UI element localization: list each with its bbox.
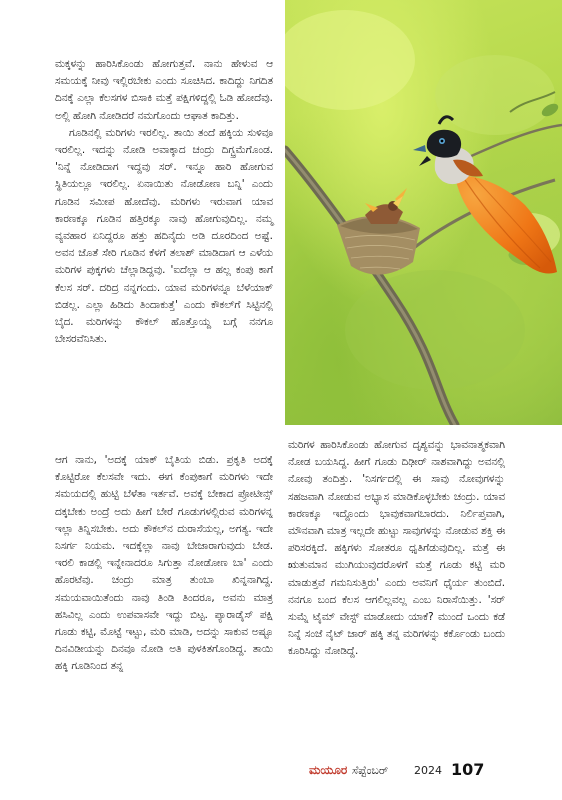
magazine-logo: ಮಯೂರ	[309, 763, 348, 777]
paragraph: ಗೂಡಿನಲ್ಲಿ ಮರಿಗಳು ಇರಲಿಲ್ಲ. ತಾಯಿ ತಂದೆ ಹಕ್ಕಿಯ ಸುಳಿವೂ ಇರಲಿಲ್ಲ. ಇದನ್ನು ನೋಡಿ ಅವಾಕ್ಕಾದ ಚಂದ್ರು ದಿಗ್ಭ್ರಮೆಗೊಂಡ. 'ನಿನ್ನೆ ನೋಡಿದಾಗ ಇದ್ದವು ಸರ್. ಇನ್ನೂ ಹಾರಿ ಹೋಗುವ ಸ್ಥಿತಿಯಲ್ಲೂ ಇರಲಿಲ್ಲ. ಏನಾಯಿತು ನೋಡೋಣ ಬನ್ನಿ' ಎಂದು ಗೂಡಿನ ಸಮೀಪ ಹೋದೆವು. ಮರಿಗಳು ಇರುವಾಗ ಯಾವ ಕಾರಣಕ್ಕೂ ಗೂಡಿನ ಹತ್ತಿರಕ್ಕೂ ನಾವು ಹೋಗುವುದಿಲ್ಲ. ನಮ್ಮ ವ್ಯವಹಾರ ಏನಿದ್ದರೂ ಹತ್ತು ಹದಿನೈದು ಅಡಿ ದೂರದಿಂದ ಅಷ್ಟೆ. ಅವನ ಜೊತೆ ಸೇರಿ ಗೂಡಿನ ಕೆಳಗೆ ತಲಾಶ್ ಮಾಡಿದಾಗ ಆ ಎಳೆಯ ಮರಿಗಳ ಪುಕ್ಕಗಳು ಚೆಲ್ಲಾಡಿದ್ದವು. 'ಐದೆಲ್ಲಾ ಆ ಹಲ್ಲ ಕಂಪು ಕಾಗೆ ಕೆಲಸ ಸರ್. ದರಿದ್ರ ನನ್ನಗಂದು. ಯಾವ ಮರಿಗಳನ್ನೂ ಬೆಳೆಯಾಕ್ ಬಿಡಲ್ಲ. ಎಲ್ಲಾ ಹಿಡಿದು ತಿಂದಾಕುತ್ತೆ' ಎಂದು ಕೌಕಲ್‌ಗೆ ಸಿಟ್ಟಿನಲ್ಲಿ ಬೈದ. ಮರಿಗಳನ್ನು ಕೌಕಲ್ ಹೊತ್ತೊಯ್ದ ಬಗ್ಗೆ ನನಗೂ ಬೇಸರವೆನಿಸಿತು.	[55, 126, 273, 346]
issue-month: ಸೆಪ್ಟೆಂಬರ್	[352, 764, 389, 777]
article-column-1-top	[55, 56, 273, 348]
page-footer	[0, 760, 562, 784]
paragraph: ಆಗ ನಾನು, 'ಅದಕ್ಕೆ ಯಾಕ್ ಬೈತಿಯ ಬಿಡು. ಪ್ರಕೃತಿ ಅದಕ್ಕೆ ಕೊಟ್ಟಿರೋ ಕೆಲಸವೇ ಇದು. ಈಗ ಕೆಂಪುಕಾಗೆ ಮರಿಗಳು ಇದೇ ಸಮಯದಲ್ಲಿ ಹುಟ್ಟಿ ಬೆಳೆತಾ ಇರ್ತವೆ. ಅವಕ್ಕೆ ಬೇಕಾದ ಪ್ರೋಟೀನ್ಸ್ ದಕ್ಕಬೇಕು ಅಂದ್ರೆ ಅದು ಹೀಗೆ ಬೇರೆ ಗೂಡುಗಳಲ್ಲಿರುವ ಮರಿಗಳನ್ನ ಇಲ್ಲಾ ತಿನ್ನಿಸಬೇಕು. ಅದು ಕೌಕಲ್‌ನ ದುರಾಸೆಯಲ್ಲ, ಅಗತ್ಯ. ಇದೇ ನಿಸರ್ಗ ನಿಯಮ. ಇದಕ್ಕೆಲ್ಲಾ ನಾವು ಬೇಜಾರಾಗುವುದು ಬೇಡ. ಇರಲಿ ಕಾಡಲ್ಲಿ ಇನ್ನೇನಾದರೂ ಸಿಗುತ್ತಾ ನೋಡೋಣ ಬಾ' ಎಂದು ಹೊರಟೆವು. ಚಂದ್ರು ಮಾತ್ರ ತುಂಬಾ ಖಿನ್ನನಾಗಿದ್ದ. ಸಮಯವಾಯಿತೆಂದು ನಾವು ತಿಂಡಿ ತಿಂದರೂ, ಅವನು ಮಾತ್ರ ಹಸಿವಿಲ್ಲ ಎಂದು ಉಪವಾಸವೇ ಇದ್ದು ಬಿಟ್ಟ. ಪ್ಯಾರಾಡೈಸ್ ಪಕ್ಷಿ ಗೂಡು ಕಟ್ಟಿ, ಮೊಟ್ಟೆ ಇಟ್ಟು, ಮರಿ ಮಾಡಿ, ಅದನ್ನು ಸಾಕುವ ಅಷ್ಟೂ ದಿನವಿಡೀಯನ್ನು ದಿನವೂ ನೋಡಿ ಅತಿ ಪುಳಕಿತಗೊಂಡಿದ್ದ. ತಾಯಿ ಹಕ್ಕಿ ಗೂಡಿನಿಂದ ತನ್ನ	[55, 454, 273, 673]
article-column-1-bottom	[55, 452, 273, 676]
bird-photo	[285, 0, 562, 425]
issue-year: 2024	[414, 764, 442, 777]
article-column-2	[288, 437, 505, 661]
paragraph: ಮಕ್ಕಳನ್ನು ಹಾರಿಸಿಕೊಂಡು ಹೋಗುತ್ತವೆ. ನಾನು ಹೇಳುವ ಆ ಸಮಯಕ್ಕೆ ನೀವು ಇಲ್ಲಿರಬೇಕು ಎಂದು ಸೂಚಿಸಿದ. ಕಾದಿದ್ದು ನಿಗದಿತ ದಿನಕ್ಕೆ ಎಲ್ಲಾ ಕೆಲಸಗಳ ಬಿಸಾಕಿ ಮತ್ತೆ ಪಕ್ಷಿಗಳಿದ್ದಲ್ಲಿ ಓಡಿ ಹೋದೆವು. ಅಲ್ಲಿ ಹೋಗಿ ನೋಡಿದರೆ ನಮಗೊಂದು ಆಘಾತ ಕಾದಿತ್ತು.	[55, 58, 273, 122]
page-number: 107	[451, 760, 485, 779]
paragraph: ಮರಿಗಳ ಹಾರಿಸಿಕೊಂಡು ಹೋಗುವ ದೃಶ್ಯವನ್ನು ಭಾವನಾತ್ಮಕವಾಗಿ ನೋಡ ಬಯಸಿದ್ದ. ಹೀಗೆ ಗೂಡು ದಿಢೀರ್ ನಾಶವಾಗಿದ್ದು ಅವನಲ್ಲಿ ನೋವು ತಂದಿತ್ತು. 'ನಿಸರ್ಗದಲ್ಲಿ ಈ ಸಾವು ನೋವುಗಳನ್ನು ಸಹಜವಾಗಿ ನೋಡುವ ಅಭ್ಯಾಸ ಮಾಡಿಕೊಳ್ಳಬೇಕು ಚಂದ್ರು. ಯಾವ ಕಾರಣಕ್ಕೂ ಇದ್ದೊಂದು ಭಾವುಕವಾಗಬಾರದು. ನಿರ್ಲಿಪ್ತವಾಗಿ, ಮೌನವಾಗಿ ಮಾತ್ರ ಇಲ್ಲದೇ ಹುಟ್ಟು ಸಾವುಗಳನ್ನು ನೋಡುವ ಶಕ್ತಿ ಈ ಪರಿಸರಕ್ಕಿದೆ. ಹಕ್ಕಿಗಳು ಸೋತರೂ ಧೃತಿಗೆಡುವುದಿಲ್ಲ. ಮತ್ತೆ ಈ ಋತುಮಾನ ಮುಗಿಯುವುದರೊಳಗೆ ಮತ್ತೆ ಗೂಡು ಕಟ್ಟಿ ಮರಿ ಮಾಡುತ್ತವೆ ಗಮನಿಸುತ್ತಿರು' ಎಂದು ಅವನಿಗೆ ಧೈರ್ಯ ತುಂಬಿದೆ. ನನಗೂ ಬಂದ ಕೆಲಸ ಆಗಲಿಲ್ಲವಲ್ಲ ಎಂಬ ನಿರಾಸೆಯಿತ್ತು. 'ಸರ್ ಸುಮ್ನೆ ಟೈಮ್ ವೇಸ್ಟ್ ಮಾಡೋದು ಯಾಕೆ? ಮುಂದೆ ಒಂದು ಕಡೆ ನಿನ್ನೆ ಸಂಜೆ ನೈಟ್ ಜಾರ್ ಹಕ್ಕಿ ತನ್ನ ಮರಿಗಳನ್ನು ಕರ್ಕೊಂಡು ಬಂದು ಕೂರಿಸಿದ್ದು ನೋಡಿದ್ದೆ.	[288, 439, 505, 658]
